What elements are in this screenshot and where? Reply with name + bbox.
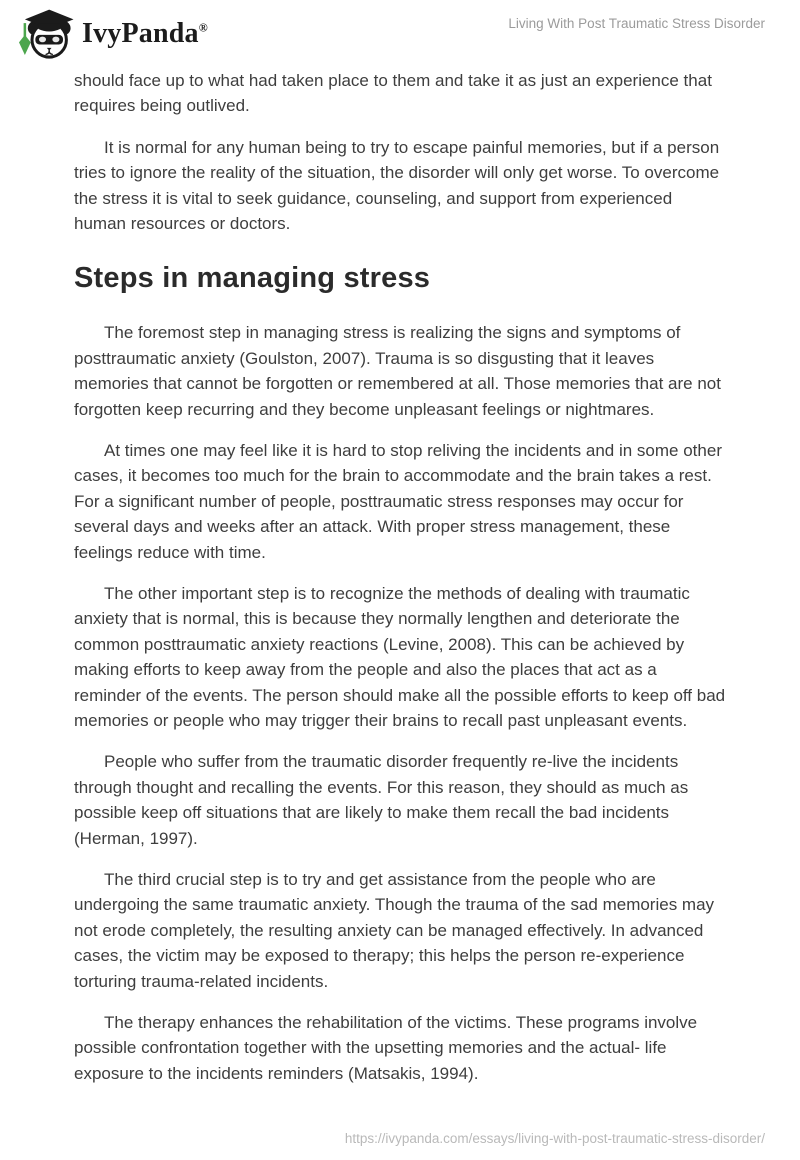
brand-name: IvyPanda® <box>82 18 208 49</box>
paragraph: The therapy enhances the rehabilitation of the victims. These programs involve possible confrontation together with the upsetting memories and the actual- life exposure to the incidents reminders (Matsakis, 1994). <box>74 1013 698 1083</box>
paragraph: It is normal for any human being to try to escape painful memories, but if a person tries to ignore the reality of the situation, the disorder will only get worse. To overcome the stress it is vital to seek guidance, counseling, and support from experienced human resources or doctors. <box>74 137 720 234</box>
registered-trademark: ® <box>198 20 208 35</box>
page-header <box>0 0 800 62</box>
paragraph: The foremost step in managing stress is realizing the signs and symptoms of posttraumatic anxiety (Goulston, 2007). Trauma is so disgusting that it leaves memories that cannot be forgotten or remembered at all. Those memories that are not forgotten keep recurring and they become unpleasant feelings or nightmares. <box>74 323 721 419</box>
essay-content <box>0 62 800 1131</box>
paragraph: The other important step is to recognize the methods of dealing with traumatic anxiety that is normal, this is because they normally lengthen and deteriorate the common posttraumatic anxiety reactions (Levine, 2008). This can be achieved by making efforts to keep away from the people and also the places that act as a reminder of the events. The person should make all the possible efforts to keep off bad memories or people who may trigger their brains to recall past unpleasant events. <box>74 583 726 731</box>
source-url: https://ivypanda.com/essays/living-with-post-traumatic-stress-disorder/ <box>344 1131 765 1146</box>
document-title: Living With Post Traumatic Stress Disorder <box>508 16 765 31</box>
paragraph: The third crucial step is to try and get assistance from the people who are undergoing the same traumatic anxiety. Though the trauma of the sad memories may not erode completely, the resulting anxiety can be managed effectively. In advanced cases, the victim may be exposed to therapy; this helps the person re-experience torturing trauma-related incidents. <box>74 870 715 991</box>
paragraph: At times one may feel like it is hard to stop reliving the incidents and in some other cases, it becomes too much for the brain to accommodate and the brain takes a rest. For a significant number of people, posttraumatic stress responses may occur for several days and weeks after an attack. With proper stress management, these feelings reduce with time. <box>74 440 722 562</box>
brand <box>14 8 208 60</box>
paragraph: People who suffer from the traumatic disorder frequently re-live the incidents through thought and recalling the events. For this reason, they should as much as possible keep off situations that are likely to make them recall the bad incidents (Herman, 1997). <box>74 752 689 848</box>
paragraph: should face up to what had taken place to them and take it as just an experience that requires being outlived. <box>74 71 712 116</box>
page-footer <box>0 1131 800 1160</box>
section-heading: Steps in managing stress <box>74 262 431 295</box>
ivypanda-logo-icon <box>14 8 76 60</box>
